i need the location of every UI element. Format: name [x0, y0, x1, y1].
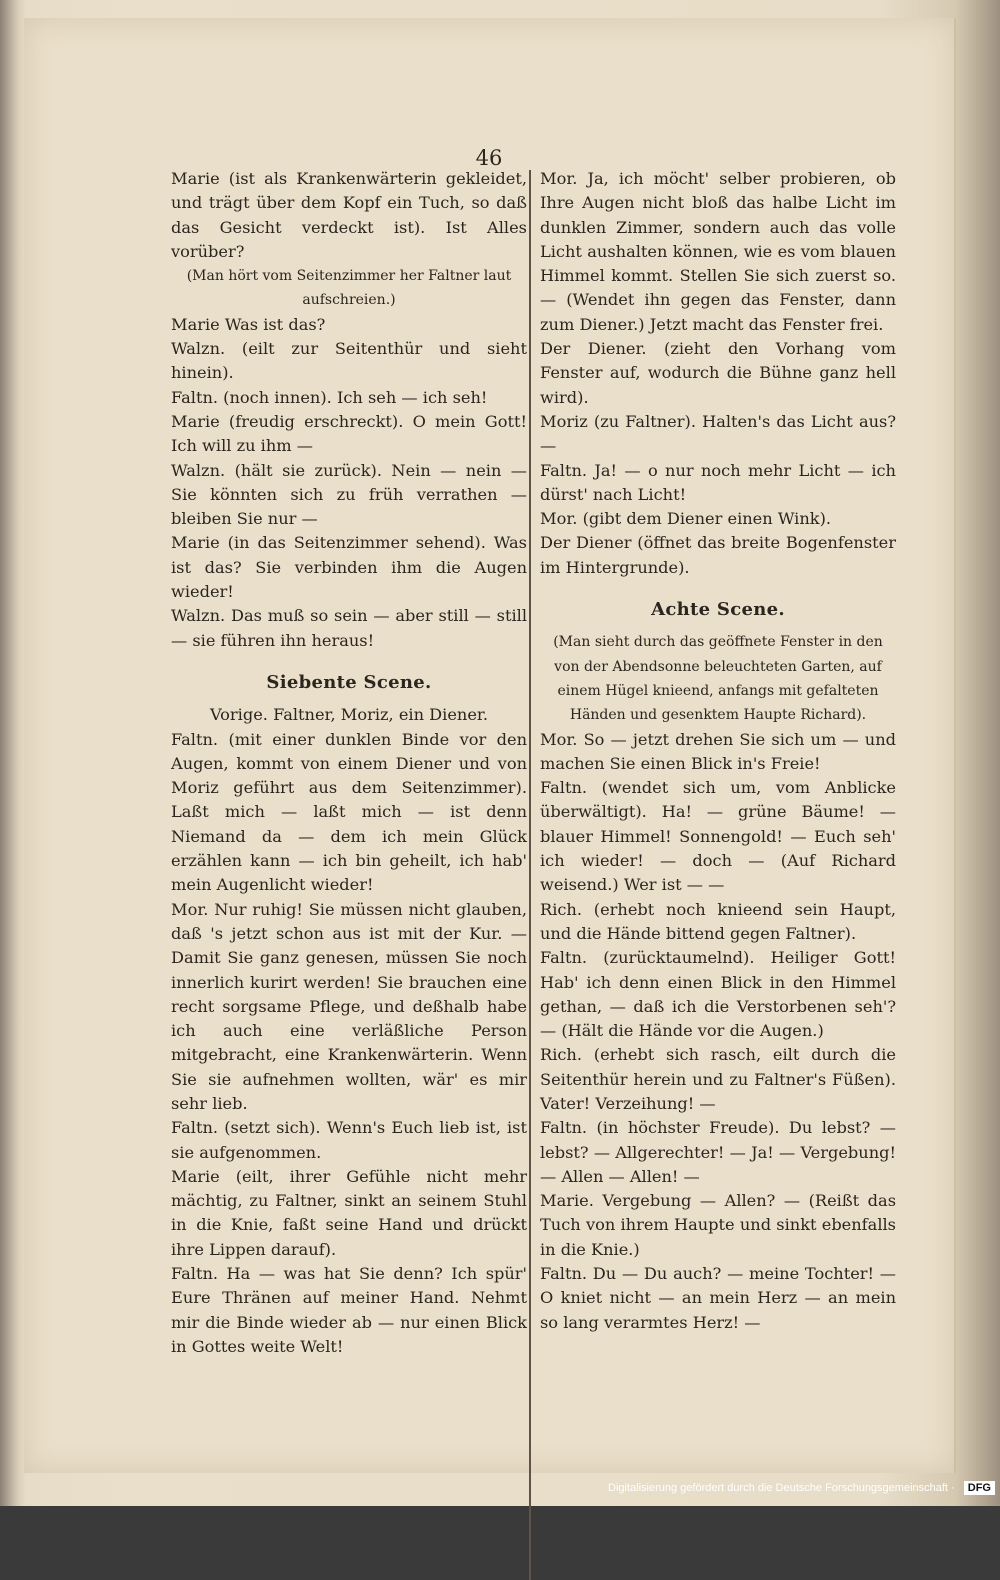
digitization-footer	[600, 1479, 995, 1497]
right-paragraph-10: Rich. (erhebt noch knieend sein Haupt, und die Hände bittend gegen Faltner).	[540, 899, 896, 943]
left-paragraph-1: Marie (ist als Krankenwärterin gekleidet, und trägt über dem Kopf ein Tuch, so daß das Gesicht verdeckt ist). Ist Alles vorüber?	[171, 169, 527, 261]
right-paragraph-2: Der Diener. (zieht den Vorhang vom Fenster auf, wodurch die Bühne ganz hell wird).	[540, 339, 896, 407]
right-column	[540, 167, 896, 1335]
left-paragraph-5: Faltn. (noch innen). Ich seh — ich seh!	[171, 387, 488, 407]
left-paragraph-14: Marie (eilt, ihrer Gefühle nicht mehr mächtig, zu Faltner, sinkt an seinem Stuhl in die Knie, faßt seine Hand und drückt ihre Lippen darauf).	[171, 1166, 527, 1259]
right-paragraph-11: Faltn. (zurücktaumelnd). Heiliger Gott! Hab' ich denn einen Blick in den Himmel gethan, — daß ich die Verstorbenen seh'? — (Hält die Hände vor die Augen.)	[540, 948, 896, 1041]
page-number: 46	[475, 146, 503, 170]
right-paragraph-14: Marie. Vergebung — Allen? — (Reißt das Tuch von ihrem Haupte und sinkt ebenfalls in die Knie.)	[540, 1191, 896, 1259]
right-paragraph-6: Der Diener (öffnet das breite Bogenfenster im Hintergrunde).	[540, 533, 896, 577]
left-characters: Vorige. Faltner, Moriz, ein Diener.	[209, 705, 489, 725]
left-paragraph-9: Walzn. Das muß so sein — aber still — still — sie führen ihn heraus!	[171, 606, 527, 650]
right-stage-direction: (Man sieht durch das geöffnete Fenster in den von der Abendsonne beleuchteten Garten, auf einem Hügel knieend, anfangs mit gefalteten Händen und gesenktem Haupte Richard).	[553, 634, 883, 724]
right-paragraph-9: Faltn. (wendet sich um, vom Anblicke überwältigt). Ha! — grüne Bäume! — blauer Himmel! Sonnengold! — Euch seh' ich wieder! — doch — (Auf Richard weisend.) Wer ist — —	[540, 778, 896, 895]
left-paragraph-12: Mor. Nur ruhig! Sie müssen nicht glauben, daß 's jetzt schon aus ist mit der Kur. — Damit Sie ganz genesen, müssen Sie noch innerlich kurirt werden! Sie brauchen eine recht sorgsame Pflege, und deßhalb habe ich auch eine verläßliche Person mitgebracht, eine Krankenwärterin. Wenn Sie sie aufnehmen wollten, wär' es mir sehr lieb.	[171, 899, 527, 1113]
left-paragraph-3: Marie Was ist das?	[171, 314, 326, 334]
left-paragraph-11: Faltn. (mit einer dunklen Binde vor den Augen, kommt von einem Diener und von Moriz geführt aus dem Seitenzimmer). Laßt mich — laßt mich — ist denn Niemand da — dem ich mein Glück erzählen kann — ich bin geheilt, ich hab' mein Augenlicht wieder!	[171, 729, 527, 895]
left-column	[171, 167, 527, 1359]
scene-heading-achte: Achte Scene.	[651, 599, 785, 621]
dfg-logo: DFG	[964, 1481, 995, 1495]
right-paragraph-5: Mor. (gibt dem Diener einen Wink).	[540, 509, 832, 529]
left-paragraph-4: Walzn. (eilt zur Seitenthür und sieht hinein).	[171, 339, 527, 383]
left-paragraph-13: Faltn. (setzt sich). Wenn's Euch lieb ist, ist sie aufgenommen.	[171, 1118, 527, 1162]
left-paragraph-6: Marie (freudig erschreckt). O mein Gott! Ich will zu ihm —	[171, 411, 527, 456]
left-paragraph-7: Walzn. (hält sie zurück). Nein — nein — Sie könnten sich zu früh verrathen — bleiben Sie nur —	[171, 460, 527, 529]
right-paragraph-8: Mor. So — jetzt drehen Sie sich um — und machen Sie einen Blick in's Freie!	[540, 729, 896, 773]
left-paragraph-15: Faltn. Ha — was hat Sie denn? Ich spür' Eure Thränen auf meiner Hand. Nehmt mir die Binde wieder ab — nur einen Blick in Gottes weite Welt!	[171, 1264, 527, 1356]
scene-heading-siebente: Siebente Scene.	[266, 671, 432, 693]
right-paragraph-15: Faltn. Du — Du auch? — meine Tochter! — O kniet nicht — an mein Herz — an mein so lang verarmtes Herz! —	[540, 1264, 896, 1332]
footer-text: Digitalisierung gefördert durch die Deutsche Forschungsgemeinschaft ·	[608, 1482, 955, 1494]
column-divider	[529, 170, 531, 1580]
right-paragraph-4: Faltn. Ja! — o nur noch mehr Licht — ich dürst' nach Licht!	[540, 460, 896, 504]
right-paragraph-12: Rich. (erhebt sich rasch, eilt durch die Seitenthür herein und zu Faltner's Füßen). Vater! Verzeihung! —	[540, 1045, 896, 1113]
left-paragraph-8: Marie (in das Seitenzimmer sehend). Was ist das? Sie verbinden ihm die Augen wieder!	[171, 533, 527, 602]
right-paragraph-3: Moriz (zu Faltner). Halten's das Licht aus? —	[540, 411, 896, 456]
right-paragraph-13: Faltn. (in höchster Freude). Du lebst? — lebst? — Allgerechter! — Ja! — Vergebung! — Allen — Allen! —	[540, 1118, 896, 1186]
left-stage-direction: (Man hört vom Seitenzimmer her Faltner laut aufschreien.)	[186, 268, 512, 309]
right-paragraph-1: Mor. Ja, ich möcht' selber probieren, ob Ihre Augen nicht bloß das halbe Licht im dunklen Zimmer, sondern auch das volle Licht aushalten können, wie es vom blauen Himmel kommt. Stellen Sie sich zuerst so. — (Wendet ihn gegen das Fenster, dann zum Diener.) Jetzt macht das Fenster frei.	[540, 169, 896, 334]
